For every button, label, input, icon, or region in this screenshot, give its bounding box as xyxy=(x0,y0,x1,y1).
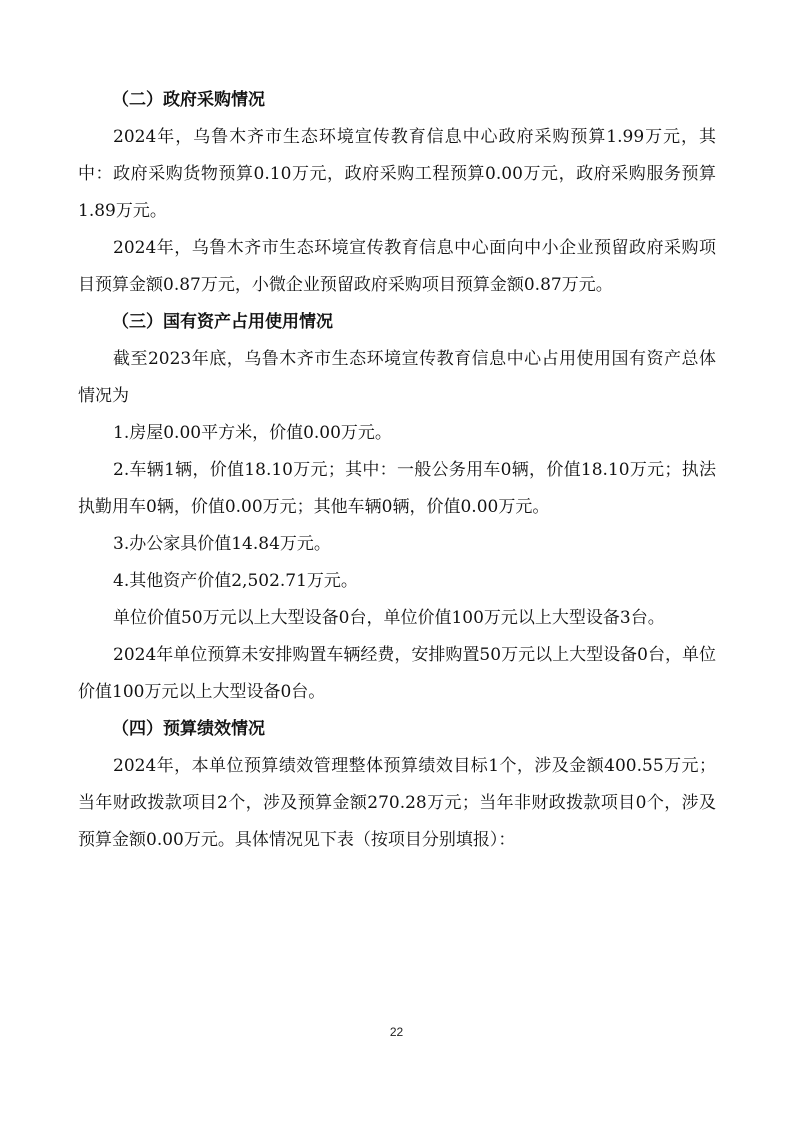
paragraph-assets-purchase-plan: 2024年单位预算未安排购置车辆经费，安排购置50万元以上大型设备0台，单位价值100万元以上大型设备0台。 xyxy=(78,645,716,702)
section-heading-performance: （四）预算绩效情况 xyxy=(112,719,265,739)
paragraph-procurement-budget: 2024年，乌鲁木齐市生态环境宣传教育信息中心政府采购预算1.99万元，其中：政府采购货物预算0.10万元，政府采购工程预算0.00万元，政府采购服务预算1.89万元。 xyxy=(78,127,716,221)
paragraph-assets-overview: 截至2023年底，乌鲁木齐市生态环境宣传教育信息中心占用使用国有资产总体情况为 xyxy=(78,349,716,406)
paragraph-assets-housing: 1.房屋0.00平方米，价值0.00万元。 xyxy=(113,423,392,443)
section-heading-procurement: （二）政府采购情况 xyxy=(112,90,265,110)
paragraph-assets-equipment: 单位价值50万元以上大型设备0台，单位价值100万元以上大型设备3台。 xyxy=(113,608,665,628)
paragraph-assets-vehicles: 2.车辆1辆，价值18.10万元；其中：一般公务用车0辆，价值18.10万元；执法执勤用车0辆，价值0.00万元；其他车辆0辆，价值0.00万元。 xyxy=(78,460,716,517)
page-number: 22 xyxy=(389,1025,404,1039)
paragraph-assets-other: 4.其他资产价值2,502.71万元。 xyxy=(113,571,358,591)
paragraph-assets-furniture: 3.办公家具价值14.84万元。 xyxy=(113,534,331,554)
document-page xyxy=(78,82,716,859)
paragraph-sme-reservation: 2024年，乌鲁木齐市生态环境宣传教育信息中心面向中小企业预留政府采购项目预算金额0.87万元，小微企业预留政府采购项目预算金额0.87万元。 xyxy=(78,238,716,295)
section-heading-assets: （三）国有资产占用使用情况 xyxy=(112,312,333,332)
paragraph-performance: 2024年，本单位预算绩效管理整体预算绩效目标1个，涉及金额400.55万元；当年财政拨款项目2个，涉及预算金额270.28万元；当年非财政拨款项目0个，涉及预算金额0.00万元。具体情况见下表（按项目分别填报）： xyxy=(78,756,716,850)
